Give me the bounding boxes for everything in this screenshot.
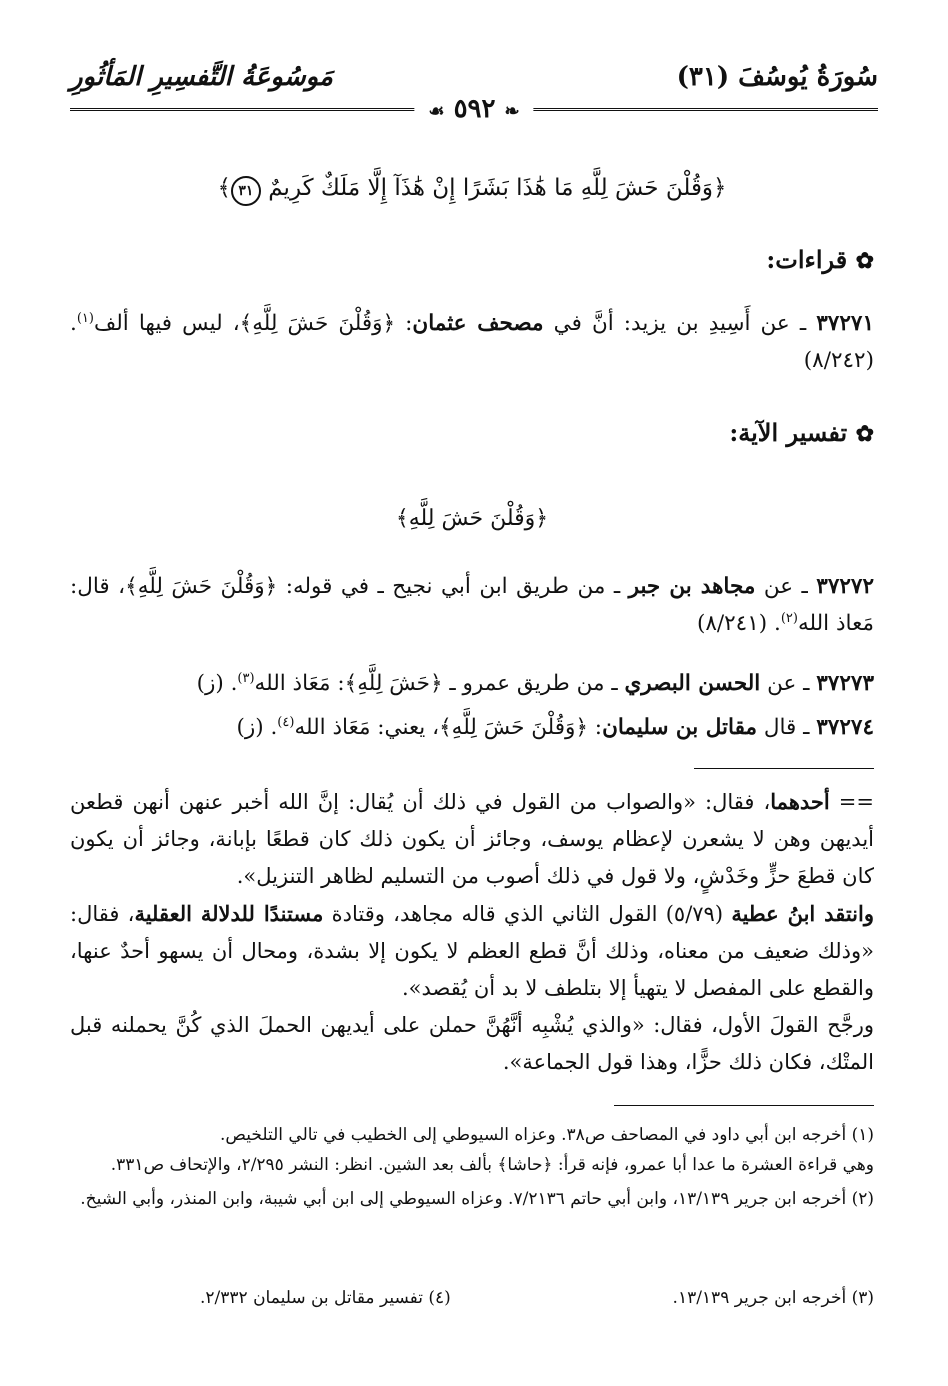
ayah-number-marker: ٣١ [231,176,261,206]
tafsir-entry [70,568,874,642]
entry-number: ٣٧٢٧١ [816,311,874,336]
tafsir-heading [729,418,874,447]
footnote-ref: (٢) [780,610,798,626]
ayah-close-bracket: ﴾ [217,175,231,201]
footnote-4: (٤) تفسير مقاتل بن سليمان ٢/٣٣٢. [200,1288,451,1308]
commentary-divider [694,768,874,769]
entry-bold: الحسن البصري [624,671,761,696]
commentary-bold: مستندًا للدلالة العقلية [134,901,324,926]
entry-text: : ﴿وَقُلْنَ حَشَ لِلَّهِ﴾، ليس فيها ألف [93,311,413,336]
tafsir-subheading: ﴿وَقُلْنَ حَشَ لِلَّهِ﴾ [395,506,549,531]
entry-bold: مصحف عثمان [412,311,544,336]
page-header [70,62,878,124]
tafsir-entry [70,665,874,702]
continuation-marker: == [829,790,874,814]
footnote-ref: (٣) [237,670,255,686]
page-number: ٥٩٢ [453,94,496,124]
commentary-bold: وانتقد ابنُ عطية [731,901,874,926]
page-number-box [414,94,533,124]
qiraat-entry [70,305,874,379]
entry-ref: . (ز) [196,671,238,696]
entry-text: ـ من طريق عمرو ـ ﴿حَشَ لِلَّهِ﴾: مَعَاذ الله [254,671,625,696]
commentary-bold: أحدهما [770,789,830,814]
commentary-text: ورجَّح القولَ الأول، فقال: «والذي يُشْبِه أنَّهُنَّ حملن على أيديهن الحملَ الذي كُنَّ يحملنه قبل المتْك، فكان ذلك حزًّا، وهذا قول الجماعة». [70,1013,874,1074]
tafsir-entry [70,709,874,746]
commentary-paragraph [70,783,874,895]
footnote-1b: وهي قراءة العشرة ما عدا أبا عمرو، فإنه قرأ: ﴿حاشا﴾ بألف بعد الشين. انظر: النشر ٢/٢٩٥، والإتحاف ص٣٣١. [110,1155,874,1175]
entry-text: : ﴿وَقُلْنَ حَشَ لِلَّهِ﴾، يعني: مَعَاذ الله [294,715,603,740]
flower-icon: ✿ [855,421,874,447]
surah-title: سُورَةُ يُوسُفَ (٣١) [676,62,878,92]
entry-ref: . (ز) [236,715,278,740]
commentary-text: ، فقال: «والصواب من القول في ذلك أن يُقال: إنَّ الله أخبر عنهن أنهن قطعن أيديهن وهن لا يشعرن لإعظام يوسف، وجائز أن يكون ذلك كان قطعًا بإبانة، وجائز أن يكون كان قطعَ حزٍّ وخَدْشٍ، ولا قول في ذلك أصوب من التسليم لظاهر التنزيل». [70,790,874,888]
entry-ref: . (٨/٢٤١) [696,611,781,636]
ornament-right-icon: ❧ [504,101,520,122]
footnote-3: (٣) أخرجه ابن جرير ١٣/١٣٩. [672,1288,874,1308]
ayah-line [70,170,874,207]
commentary-text: (٥/٧٩) القول الثاني الذي قاله مجاهد، وقتادة [323,902,732,926]
entry-prefix: ـ عن أَسِيدِ بن يزيد: أنَّ في [543,311,817,336]
commentary-paragraph [70,1007,874,1081]
footnote-ref: (١) [76,310,94,326]
book-title: مَوسُوعَةُ التَّفسِيرِ المَأثُورِ [70,62,333,92]
qiraat-title: قراءات: [766,245,848,274]
entry-text: ـ من طريق ابن أبي نجيح ـ في قوله: ﴿وَقُلْنَ حَشَ لِلَّهِ﴾، قال: مَعاذ الله [70,574,874,636]
flower-icon: ✿ [855,248,874,274]
footnote-separator [614,1105,874,1106]
entry-bold: مقاتل بن سليمان [602,715,757,740]
commentary-text: ، فقال: «وذلك ضعيف من معناه، وذلك أنَّ قطع العظم لا يكون إلا بشدة، ومحال أن يسهو أحدٌ عنها، والقطع على المفصل لا يتهيأ إلا بتلطف لا بد أن يُقصد». [70,902,874,1000]
footnotes [70,1120,874,1214]
footnote-ref: (٤) [277,714,295,730]
entry-number: ٣٧٢٧٢ [816,574,875,599]
entry-ref: . (٨/٢٤٢) [70,311,874,373]
qiraat-heading [766,245,874,274]
entry-bold: مجاهد بن جبر [628,574,756,599]
footnote-1a: (١) أخرجه ابن أبي داود في المصاحف ص٣٨. وعزاه السيوطي إلى الخطيب في تالي التلخيص. [220,1125,874,1145]
entry-number: ٣٧٢٧٤ [816,715,874,740]
commentary-paragraph [70,895,874,1007]
entry-number: ٣٧٢٧٣ [816,671,874,696]
entry-prefix: ـ قال [756,715,817,740]
entry-prefix: ـ عن [755,574,817,599]
footnote-2: (٢) أخرجه ابن جرير ١٣/١٣٩، وابن أبي حاتم ٧/٢١٣٦. وعزاه السيوطي إلى ابن أبي شيبة، وابن المنذر، وأبي الشيخ. [80,1189,874,1209]
entry-prefix: ـ عن [760,671,817,696]
ornament-left-icon: ☙ [428,101,445,122]
commentary-block [70,783,874,1081]
ayah-text: ﴿وَقُلْنَ حَشَ لِلَّهِ مَا هَٰذَا بَشَرًا إِنْ هَٰذَآ إِلَّا مَلَكٌ كَرِيمٌ [268,175,727,201]
tafsir-title: تفسير الآية: [729,418,848,447]
